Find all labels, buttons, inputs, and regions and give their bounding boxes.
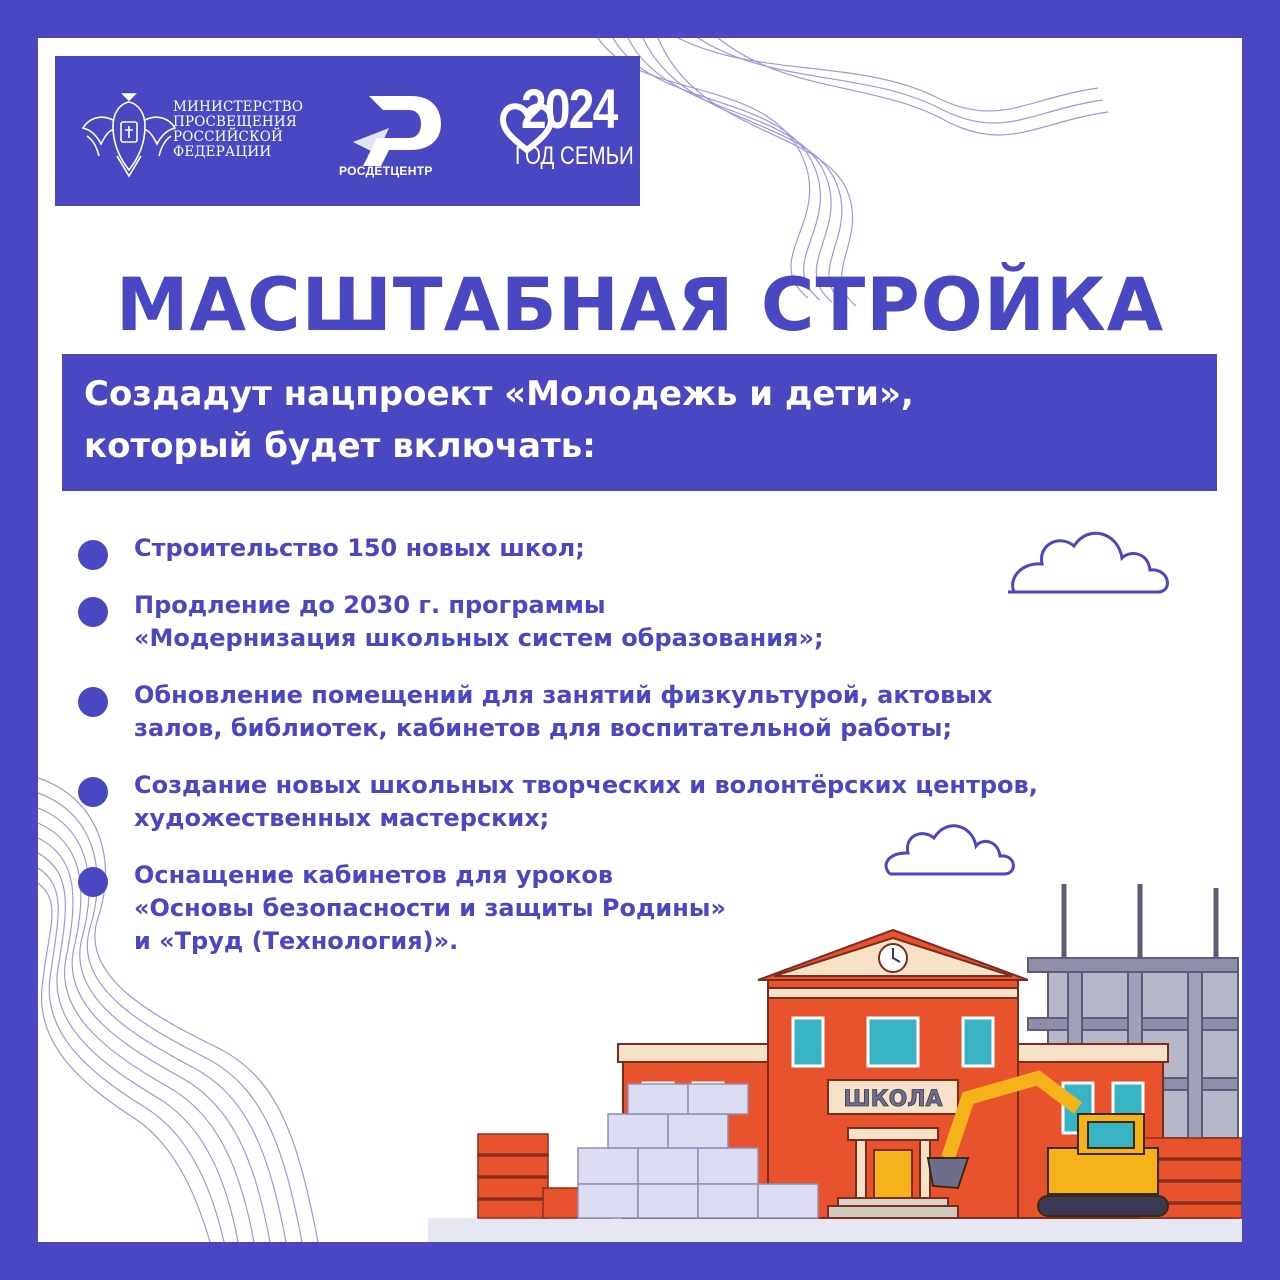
bullet-icon	[78, 597, 108, 627]
subtitle-line: который будет включать:	[84, 426, 596, 466]
list-item	[78, 679, 1198, 745]
list-item-line: Строительство 150 новых школ;	[134, 534, 585, 562]
year-caption: ГОД СЕМЬИ	[515, 142, 634, 170]
ministry-line: МИНИСТЕРСТВО	[173, 99, 304, 115]
list-item-line: Обновление помещений для занятий физкультурой, актовых	[134, 681, 993, 709]
ministry-line: ПРОСВЕЩЕНИЯ	[173, 114, 297, 130]
subtitle-box	[62, 354, 1217, 491]
logo-bar	[55, 56, 640, 206]
poster-frame	[38, 38, 1242, 1242]
rosdetcenter-name: РОСДЕТЦЕНТР	[339, 164, 433, 178]
construction-illustration	[428, 858, 1242, 1242]
bullet-icon	[78, 777, 108, 807]
subtitle-line: Создадут нацпроект «Молодежь и дети»,	[84, 374, 914, 414]
bullet-icon	[78, 867, 108, 897]
list-item-line: и «Труд (Технология)».	[134, 927, 459, 955]
list-item-line: Оснащение кабинетов для уроков	[134, 861, 614, 889]
list-item-line: Продление до 2030 г. программы	[134, 591, 606, 619]
year-number: 2024	[521, 77, 617, 140]
page-title: МАСШТАБНАЯ СТРОЙКА	[115, 263, 1165, 348]
list-item	[78, 532, 1198, 565]
ministry-line: РОССИЙСКОЙ	[173, 129, 283, 145]
list-item	[78, 769, 1198, 835]
list-item-line: «Модернизация школьных систем образования»;	[134, 624, 824, 652]
ministry-line: ФЕДЕРАЦИИ	[173, 144, 272, 160]
list-item-line: художественных мастерских;	[134, 804, 550, 832]
ministry-name	[173, 100, 303, 160]
bullet-icon	[78, 540, 108, 570]
list-item-line: Создание новых школьных творческих и волонтёрских центров,	[134, 771, 1038, 799]
bullet-icon	[78, 687, 108, 717]
list-item	[78, 589, 1198, 655]
list-item-line: «Основы безопасности и защиты Родины»	[134, 894, 726, 922]
subtitle	[84, 368, 914, 472]
school-sign-text: ШКОЛА	[843, 1087, 943, 1112]
school-sign	[828, 1080, 958, 1114]
list-item-line: залов, библиотек, кабинетов для воспитательной работы;	[134, 714, 953, 742]
